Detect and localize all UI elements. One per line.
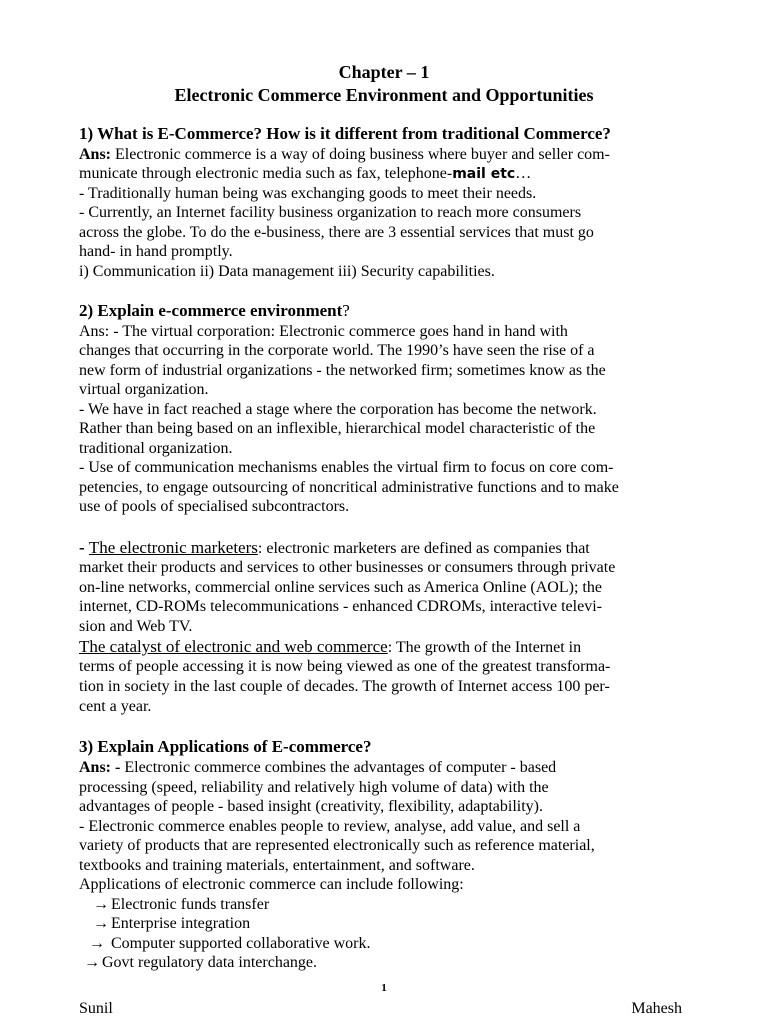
paragraph-line: across the globe. To do the e-business, there are 3 essential services that must go [79, 224, 594, 241]
text-span: mail etc [452, 166, 516, 182]
paragraph-line: new form of industrial organizations - the networked firm; sometimes know as the [79, 362, 606, 379]
paragraph-line: virtual organization. [79, 381, 209, 398]
paragraph-line: - We have in fact reached a stage where the corporation has become the network. [79, 401, 597, 418]
paragraph-line: Applications of electronic commerce can include following: [79, 876, 464, 893]
answer-text: Electronic commerce is a way of doing business where buyer and seller com- [111, 146, 610, 163]
list-item-label: Govt regulatory data interchange. [102, 954, 318, 971]
paragraph-line: advantages of people - based insight (creativity, flexibility, adaptability). [79, 798, 543, 815]
question-1-answer-line [79, 145, 610, 164]
paragraph-line: hand- in hand promptly. [79, 243, 233, 260]
text-span: … [515, 165, 532, 182]
list-item [84, 953, 317, 972]
electronic-marketers-line [79, 538, 590, 558]
list-item [89, 934, 371, 953]
arrow-icon: → [84, 954, 100, 971]
question-3-heading: 3) Explain Applications of E-commerce? [79, 737, 372, 756]
paragraph-line: cent a year. [79, 698, 152, 715]
footer-author-left: Sunil [79, 1000, 113, 1017]
paragraph-line: use of pools of specialised subcontractors. [79, 498, 350, 515]
catalyst-line [79, 637, 581, 657]
paragraph-line: on-line networks, commercial online services such as America Online (AOL); the [79, 579, 602, 596]
paragraph-line: processing (speed, reliability and relatively high volume of data) with the [79, 779, 549, 796]
text-span: ? [342, 301, 350, 320]
paragraph-line: - Currently, an Internet facility business organization to reach more consumers [79, 204, 582, 221]
section-heading: The catalyst of electronic and web commerce [79, 637, 388, 656]
question-2-heading [79, 301, 350, 320]
list-item [93, 914, 250, 933]
paragraph-line: i) Communication ii) Data management iii) Security capabilities. [79, 263, 495, 280]
list-item [93, 895, 269, 914]
paragraph-line: sion and Web TV. [79, 618, 193, 635]
text-span: municate through electronic media such as fax, telephone- [79, 165, 453, 182]
section-heading: The electronic marketers [88, 538, 258, 557]
paragraph-line: internet, CD-ROMs telecommunications - enhanced CDROMs, interactive televi- [79, 598, 602, 615]
answer-text: Electronic commerce combines the advantages of computer - based [120, 759, 557, 776]
paragraph-line: tion in society in the last couple of decades. The growth of Internet access 100 per- [79, 678, 610, 695]
footer-author-right: Mahesh [631, 1000, 682, 1017]
paragraph-line: changes that occurring in the corporate world. The 1990’s have seen the rise of a [79, 342, 595, 359]
answer-label: Ans: - [79, 759, 121, 776]
paragraph-line: Ans: - The virtual corporation: Electronic commerce goes hand in hand with [79, 323, 568, 340]
paragraph-line: Rather than being based on an inflexible, hierarchical model characteristic of the [79, 420, 596, 437]
page-title: Electronic Commerce Environment and Opportunities [174, 85, 594, 105]
paragraph-line: - Traditionally human being was exchanging goods to meet their needs. [79, 185, 537, 202]
arrow-icon: → [93, 915, 109, 932]
text-span: 2) Explain e-commerce environment [79, 301, 343, 320]
text-span: - [79, 538, 89, 557]
arrow-icon: → [89, 935, 105, 952]
list-item-label: Enterprise integration [111, 915, 251, 932]
chapter-heading: Chapter – 1 [338, 62, 430, 82]
paragraph-line: variety of products that are represented electronically such as reference material, [79, 837, 595, 854]
paragraph-line: - Use of communication mechanisms enables the virtual firm to focus on core com- [79, 459, 614, 476]
paragraph-line: textbooks and training materials, entertainment, and software. [79, 857, 475, 874]
paragraph-line: market their products and services to other businesses or consumers through private [79, 559, 616, 576]
paragraph-line: traditional organization. [79, 440, 233, 457]
paragraph-line: - Electronic commerce enables people to review, analyse, add value, and sell a [79, 818, 581, 835]
question-3-answer-line [79, 758, 556, 777]
question-1-heading: 1) What is E-Commerce? How is it different from traditional Commerce? [79, 124, 611, 143]
paragraph-line [79, 164, 531, 184]
answer-label: Ans: [79, 146, 112, 163]
list-item-label: Computer supported collaborative work. [111, 935, 371, 952]
paragraph-line: terms of people accessing it is now being viewed as one of the greatest transforma- [79, 658, 611, 675]
page-number: 1 [381, 982, 387, 994]
arrow-icon: → [93, 896, 109, 913]
list-item-label: Electronic funds transfer [111, 896, 270, 913]
text-span: : The growth of the Internet in [387, 639, 582, 656]
paragraph-line: petencies, to engage outsourcing of noncritical administrative functions and to make [79, 479, 619, 496]
text-span: : electronic marketers are defined as companies that [257, 540, 590, 557]
